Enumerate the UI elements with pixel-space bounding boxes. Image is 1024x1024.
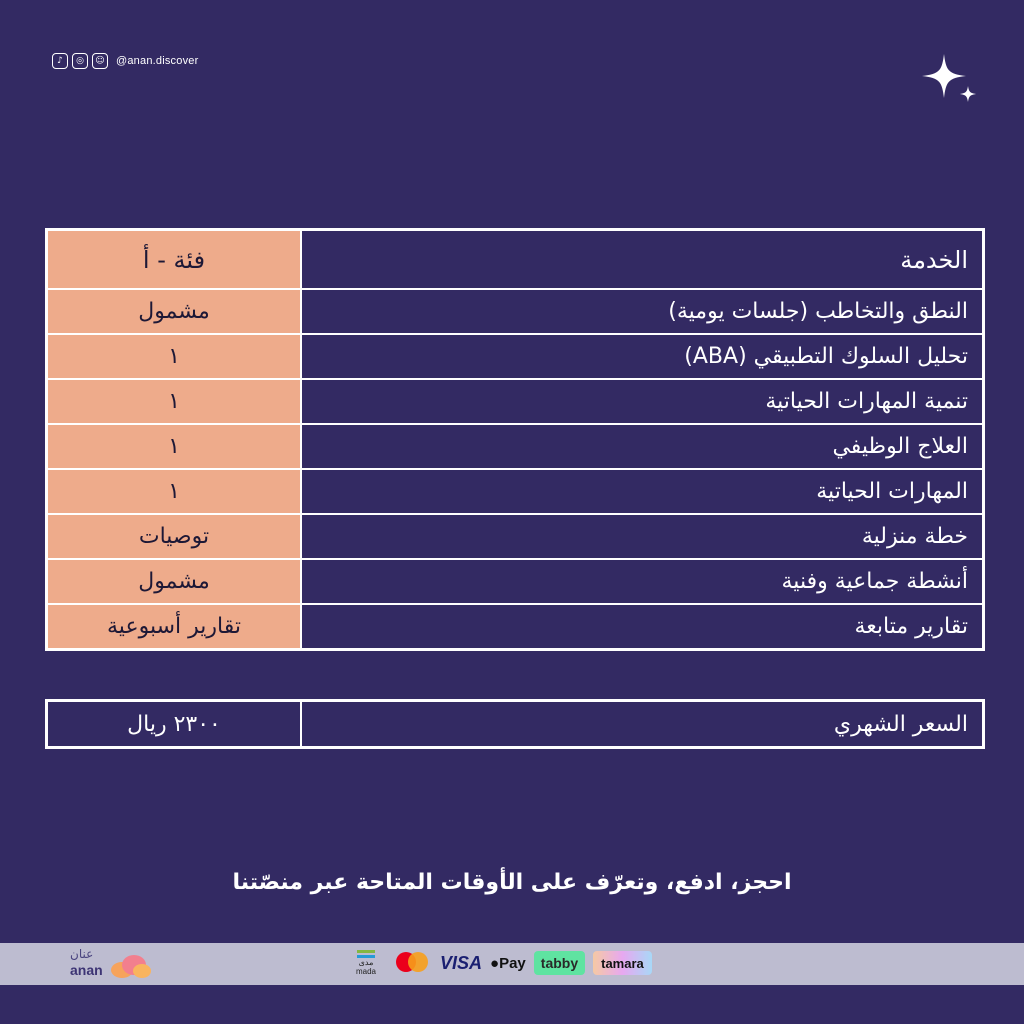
services-table bbox=[45, 228, 985, 651]
service-name: تحليل السلوك التطبيقي (ABA) bbox=[301, 334, 984, 379]
apple-pay-label: Pay bbox=[499, 954, 526, 972]
service-name: العلاج الوظيفي bbox=[301, 424, 984, 469]
header-service: الخدمة bbox=[301, 230, 984, 290]
service-value: ١ bbox=[47, 334, 302, 379]
table-row bbox=[47, 604, 984, 650]
table-row bbox=[47, 334, 984, 379]
visa-logo: VISA bbox=[440, 952, 483, 973]
footer-bar bbox=[0, 943, 1024, 985]
apple-icon: ● bbox=[490, 954, 500, 972]
instagram-icon[interactable]: ◎ bbox=[72, 53, 88, 69]
brand-logo[interactable] bbox=[70, 947, 160, 981]
service-name: أنشطة جماعية وفنية bbox=[301, 559, 984, 604]
table-header-row bbox=[47, 230, 984, 290]
mada-logo bbox=[344, 951, 388, 975]
mada-label-en: mada bbox=[355, 967, 376, 976]
price-value: ٢٣٠٠ ريال bbox=[47, 701, 302, 748]
header-category: فئة - أ bbox=[47, 230, 302, 290]
snapchat-icon[interactable]: ☺ bbox=[92, 53, 108, 69]
table-row bbox=[47, 379, 984, 424]
service-name: تقارير متابعة bbox=[301, 604, 984, 650]
tamara-logo: tamara bbox=[593, 951, 652, 975]
service-value: مشمول bbox=[47, 559, 302, 604]
call-to-action: احجز، ادفع، وتعرّف على الأوقات المتاحة عبر منصّتنا bbox=[232, 870, 792, 895]
service-value: ١ bbox=[47, 379, 302, 424]
table-row bbox=[47, 514, 984, 559]
brand-name-en: anan bbox=[70, 962, 103, 978]
service-name: خطة منزلية bbox=[301, 514, 984, 559]
social-handle[interactable]: @anan.discover bbox=[116, 55, 199, 67]
tiktok-icon[interactable]: ♪ bbox=[52, 53, 68, 69]
apple-pay-logo bbox=[490, 951, 526, 975]
social-bar bbox=[52, 53, 198, 69]
service-name: المهارات الحياتية bbox=[301, 469, 984, 514]
cloud-icon bbox=[108, 953, 152, 979]
table-row bbox=[47, 289, 984, 334]
table-row bbox=[47, 469, 984, 514]
brand-name-ar: عنان bbox=[70, 947, 94, 961]
service-name: النطق والتخاطب (جلسات يومية) bbox=[301, 289, 984, 334]
table-row bbox=[47, 424, 984, 469]
sparkle-icon bbox=[920, 52, 982, 108]
service-value: مشمول bbox=[47, 289, 302, 334]
mada-label-ar: مدى bbox=[358, 958, 374, 967]
service-value: ١ bbox=[47, 469, 302, 514]
tabby-logo: tabby bbox=[534, 951, 585, 975]
price-row bbox=[47, 701, 984, 748]
price-table bbox=[45, 699, 985, 749]
mastercard-logo bbox=[396, 951, 432, 975]
payment-methods bbox=[344, 951, 652, 975]
table-row bbox=[47, 559, 984, 604]
service-value: تقارير أسبوعية bbox=[47, 604, 302, 650]
price-label: السعر الشهري bbox=[301, 701, 984, 748]
service-value: توصيات bbox=[47, 514, 302, 559]
service-value: ١ bbox=[47, 424, 302, 469]
service-name: تنمية المهارات الحياتية bbox=[301, 379, 984, 424]
